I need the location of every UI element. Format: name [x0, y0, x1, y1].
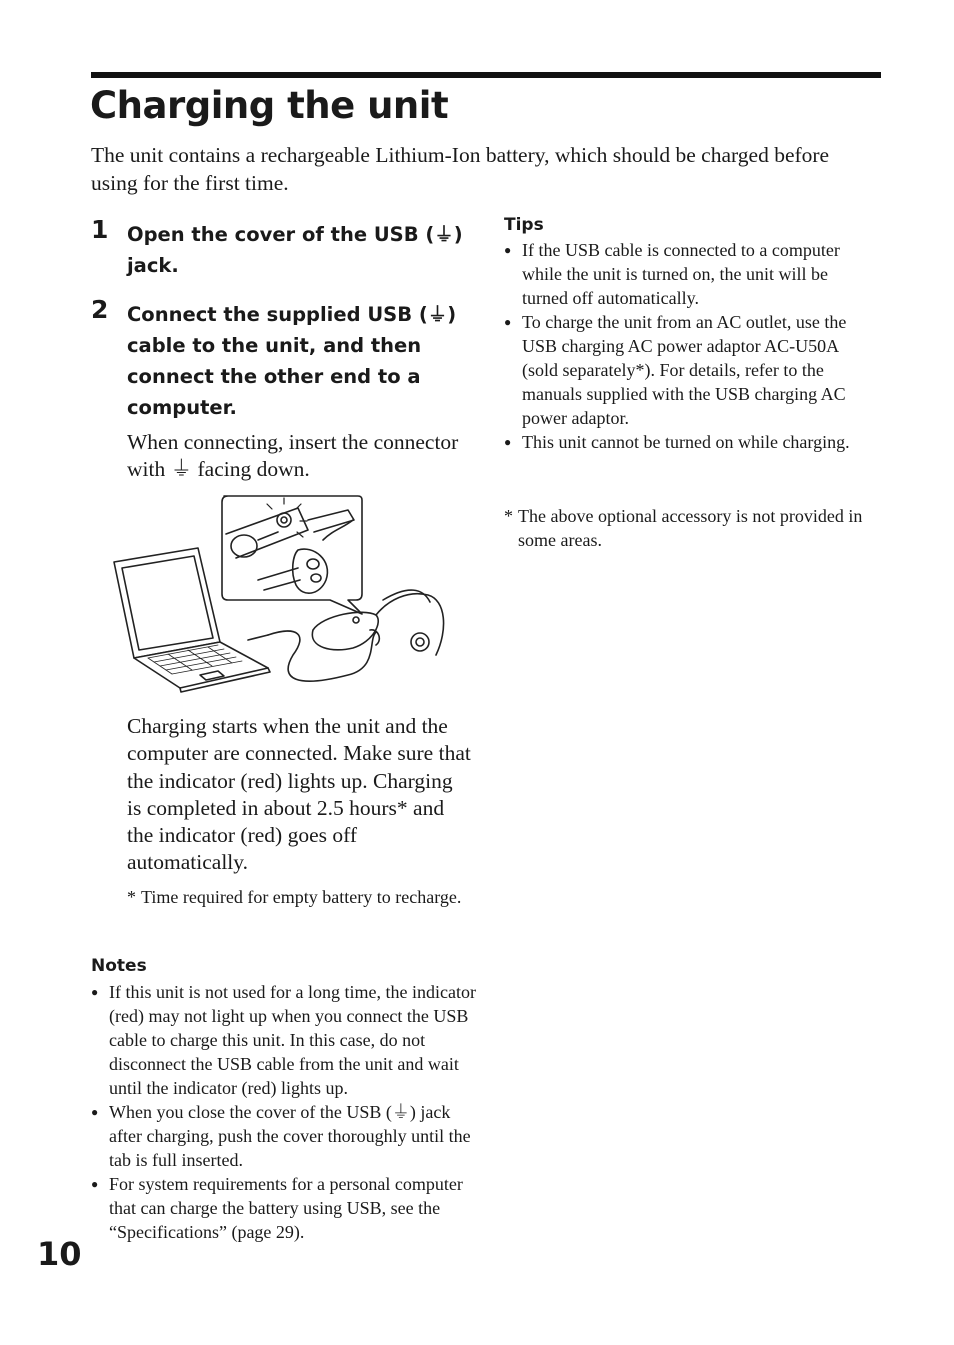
usb-icon: ⏚: [170, 457, 193, 482]
list-item: ● If this unit is not used for a long time, the indicator (red) may not light up when you connect the USB cable to charge this unit. In this case, do not disconnect the USB cable from the unit and wait until the indicator (red) lights up.: [91, 980, 476, 1100]
notes-heading: Notes: [91, 956, 147, 976]
list-item: ● To charge the unit from an AC outlet, use the USB charging AC power adaptor AC-U50A (sold separately*). For details, refer to the manuals supplied with the USB charging AC power adaptor.: [504, 310, 876, 430]
step-2-text: Connect the supplied USB (⏚) cable to the unit, and then connect the other end to a computer.: [127, 303, 457, 419]
accessory-footnote: * The above optional accessory is not provided in some areas.: [504, 506, 863, 550]
tips-list: [504, 238, 876, 454]
list-item: ● For system requirements for a personal computer that can charge the battery using USB, see the “Specifications” (page 29).: [91, 1172, 476, 1244]
connect-note: When connecting, insert the connector with ⏚ facing down.: [127, 430, 459, 482]
charging-illustration: [108, 490, 458, 695]
list-item: ● If the USB cable is connected to a computer while the unit is turned on, the unit will be turned off automatically.: [504, 238, 876, 310]
list-item: ● This unit cannot be turned on while charging.: [504, 430, 876, 454]
charging-paragraph: Charging starts when the unit and the computer are connected. Make sure that the indicator (red) lights up. Charging is completed in about 2.5 hours* and the indicator (red) goes off automatically.: [127, 714, 471, 875]
intro-paragraph: The unit contains a rechargeable Lithium-Ion battery, which should be charged before using for the first time.: [91, 143, 830, 195]
notes-list: [91, 980, 476, 1244]
usb-icon: ⏚: [434, 223, 454, 246]
step-1-number: 1: [91, 215, 109, 244]
step-1-text: Open the cover of the USB (⏚) jack.: [127, 223, 463, 277]
tips-heading: Tips: [504, 215, 544, 235]
usb-icon: ⏚: [391, 1102, 410, 1122]
page-number: 10: [37, 1235, 82, 1273]
list-item: ● When you close the cover of the USB (⏚) jack after charging, push the cover thoroughly until the tab is full inserted.: [91, 1100, 476, 1172]
title-rule: [91, 72, 881, 78]
page-title: Charging the unit: [90, 84, 449, 127]
usb-icon: ⏚: [427, 303, 448, 326]
step-2-number: 2: [91, 295, 109, 324]
time-footnote: * Time required for empty battery to recharge.: [127, 887, 462, 907]
